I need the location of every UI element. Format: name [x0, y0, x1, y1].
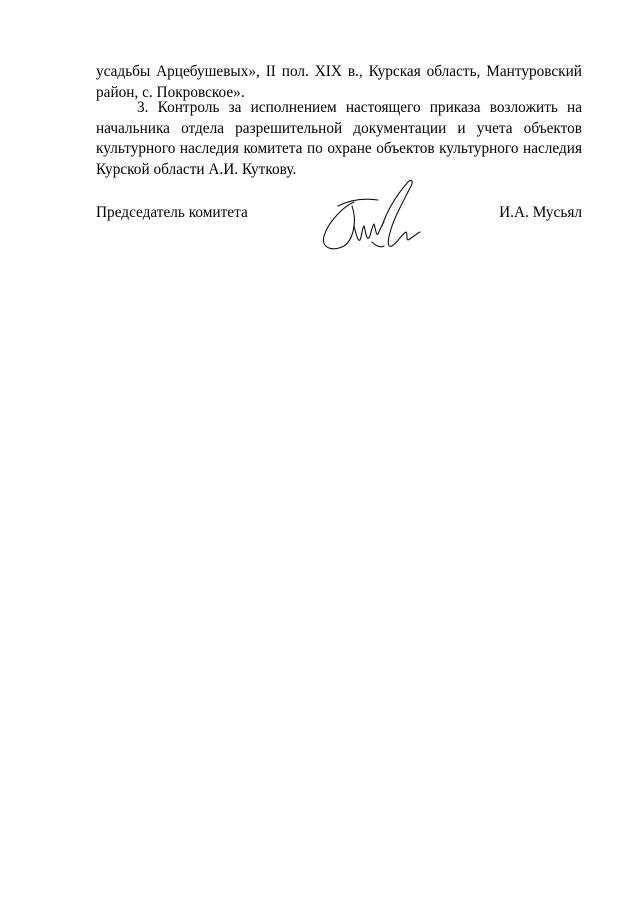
signatory-position-title: Председатель комитета	[96, 204, 248, 221]
paragraph-3-control: 3. Контроль за исполнением настоящего приказа возложить на начальника отдела разрешительной документации и учета объектов культурного наследия комитета по охране объектов культурного наследия Курской области А.И. Куткову.	[96, 99, 582, 178]
signatory-name: И.А. Мусьял	[499, 204, 582, 221]
paragraph-continuation: усадьбы Арцебушевых», II пол. XIX в., Курская область, Мантуровский район, с. Покровское».	[96, 63, 582, 101]
handwritten-signature-icon	[316, 176, 426, 258]
